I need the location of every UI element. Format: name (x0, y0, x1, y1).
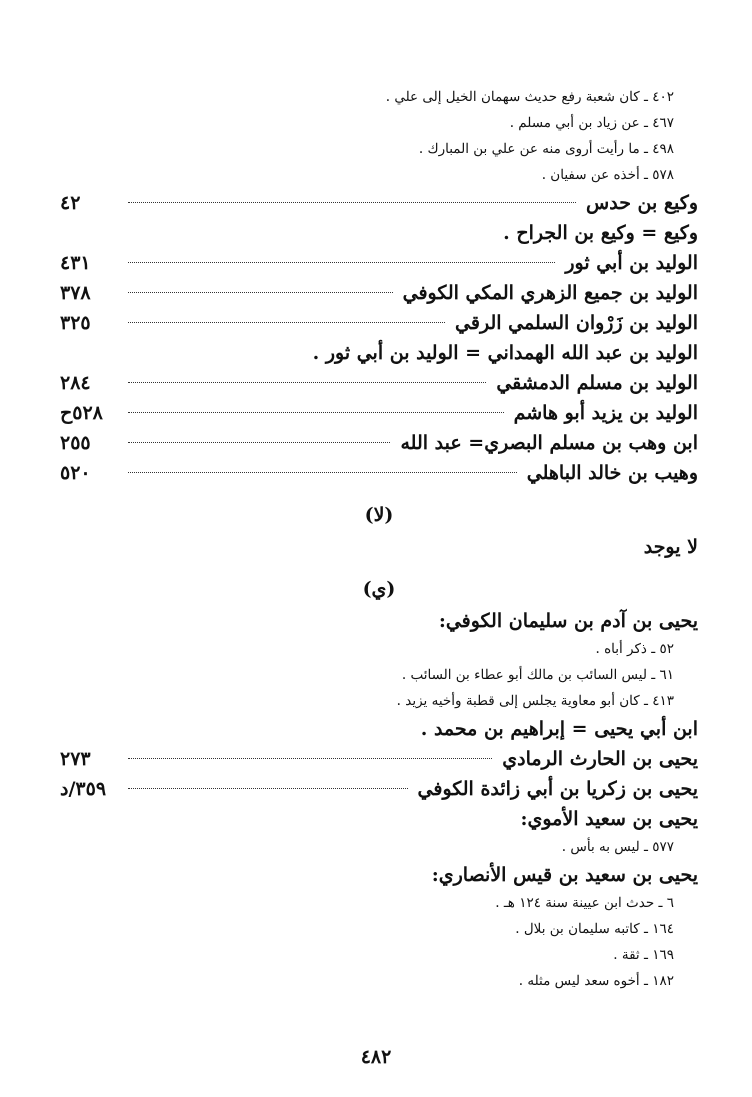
index-entry (60, 278, 698, 308)
entry-name: الوليد بن أبي ثور (565, 252, 698, 274)
index-entry (60, 308, 698, 338)
index-entry (60, 774, 698, 804)
index-entry (60, 606, 698, 636)
dotted-leader (128, 381, 486, 383)
sub-entry: ٤٩٨ ـ ما رأيت أروى منه عن علي بن المبارك . (418, 141, 674, 157)
index-entry (60, 248, 698, 278)
dotted-leader (128, 441, 390, 443)
entry-name: الوليد بن عبد الله الهمداني = الوليد بن أبي ثور . (312, 342, 698, 364)
section-heading-ya: (ي) (362, 578, 396, 600)
index-entry (60, 218, 698, 248)
entry-name: يحيى بن سعيد بن قيس الأنصاري: (431, 864, 698, 886)
dotted-leader (128, 471, 517, 473)
sub-entry: ٥٧٨ ـ أخذه عن سفيان . (541, 167, 674, 183)
entry-ref: ٢٧٣ (60, 748, 91, 770)
index-entry (60, 714, 698, 744)
entry-ref: ٥٢٨ح (60, 402, 103, 424)
sub-entry: ٤٦٧ ـ عن زياد بن أبي مسلم . (509, 115, 674, 131)
sub-entry: ٤٠٢ ـ كان شعبة رفع حديث سهمان الخيل إلى علي . (385, 89, 674, 105)
entry-name: الوليد بن يزيد أبو هاشم (513, 402, 698, 424)
index-entry (60, 338, 698, 368)
index-entry (60, 428, 698, 458)
entry-name: يحيى بن آدم بن سليمان الكوفي: (438, 610, 698, 632)
dotted-leader (128, 757, 492, 759)
dotted-leader (128, 787, 408, 789)
entry-name: ابن أبي يحيى = إبراهيم بن محمد . (420, 718, 698, 740)
entry-ref: ٣٧٨ (60, 282, 91, 304)
entry-ref: ٣٥٩/د (60, 778, 107, 800)
entry-ref: ٤٣١ (60, 252, 91, 274)
index-entry (60, 398, 698, 428)
entry-ref: ٤٢ (60, 192, 81, 214)
index-entry (60, 804, 698, 834)
entry-name: يحيى بن سعيد الأموي: (520, 808, 698, 830)
sub-entry: ٥٢ ـ ذكر أباه . (595, 641, 674, 657)
sub-entry: ٦ ـ حدث ابن عيينة سنة ١٢٤ هـ . (495, 895, 674, 911)
entry-name: وكيع = وكيع بن الجراح . (503, 222, 698, 244)
dotted-leader (128, 261, 555, 263)
entry-name: الوليد بن زَرْوان السلمي الرقي (455, 312, 698, 334)
sub-entry: ٤١٣ ـ كان أبو معاوية يجلس إلى قطبة وأخيه يزيد . (396, 693, 674, 709)
dotted-leader (128, 321, 445, 323)
entry-ref: ٢٥٥ (60, 432, 91, 454)
entry-name: الوليد بن مسلم الدمشقي (496, 372, 698, 394)
entry-name: وهيب بن خالد الباهلي (526, 462, 698, 484)
index-entry (60, 860, 698, 890)
section-empty-note: لا يوجد (643, 536, 698, 558)
index-entry (60, 188, 698, 218)
entry-name: يحيى بن زكريا بن أبي زائدة الكوفي (417, 778, 698, 800)
page-number: ٤٨٢ (360, 1046, 392, 1068)
sub-entry: ١٨٢ ـ أخوه سعد ليس مثله . (518, 973, 674, 989)
entry-name: الوليد بن جميع الزهري المكي الكوفي (402, 282, 698, 304)
entry-ref: ٢٨٤ (60, 372, 91, 394)
index-page (60, 84, 698, 1084)
sub-entry: ٥٧٧ ـ ليس به بأس . (561, 839, 674, 855)
entry-name: يحيى بن الحارث الرمادي (502, 748, 698, 770)
sub-entry: ٦١ ـ ليس السائب بن مالك أبو عطاء بن السائب . (401, 667, 674, 683)
dotted-leader (128, 291, 393, 293)
section-heading-la: (لا) (364, 504, 394, 526)
index-entry (60, 458, 698, 488)
dotted-leader (128, 411, 504, 413)
entry-name: ابن وهب بن مسلم البصري= عبد الله (400, 432, 698, 454)
entry-name: وكيع بن حدس (586, 192, 698, 214)
entry-ref: ٥٢٠ (60, 462, 91, 484)
index-entry (60, 744, 698, 774)
dotted-leader (128, 201, 576, 203)
sub-entry: ١٦٤ ـ كاتبه سليمان بن بلال . (515, 921, 674, 937)
sub-entry: ١٦٩ ـ ثقة . (613, 947, 674, 963)
entry-ref: ٣٢٥ (60, 312, 91, 334)
index-entry (60, 368, 698, 398)
